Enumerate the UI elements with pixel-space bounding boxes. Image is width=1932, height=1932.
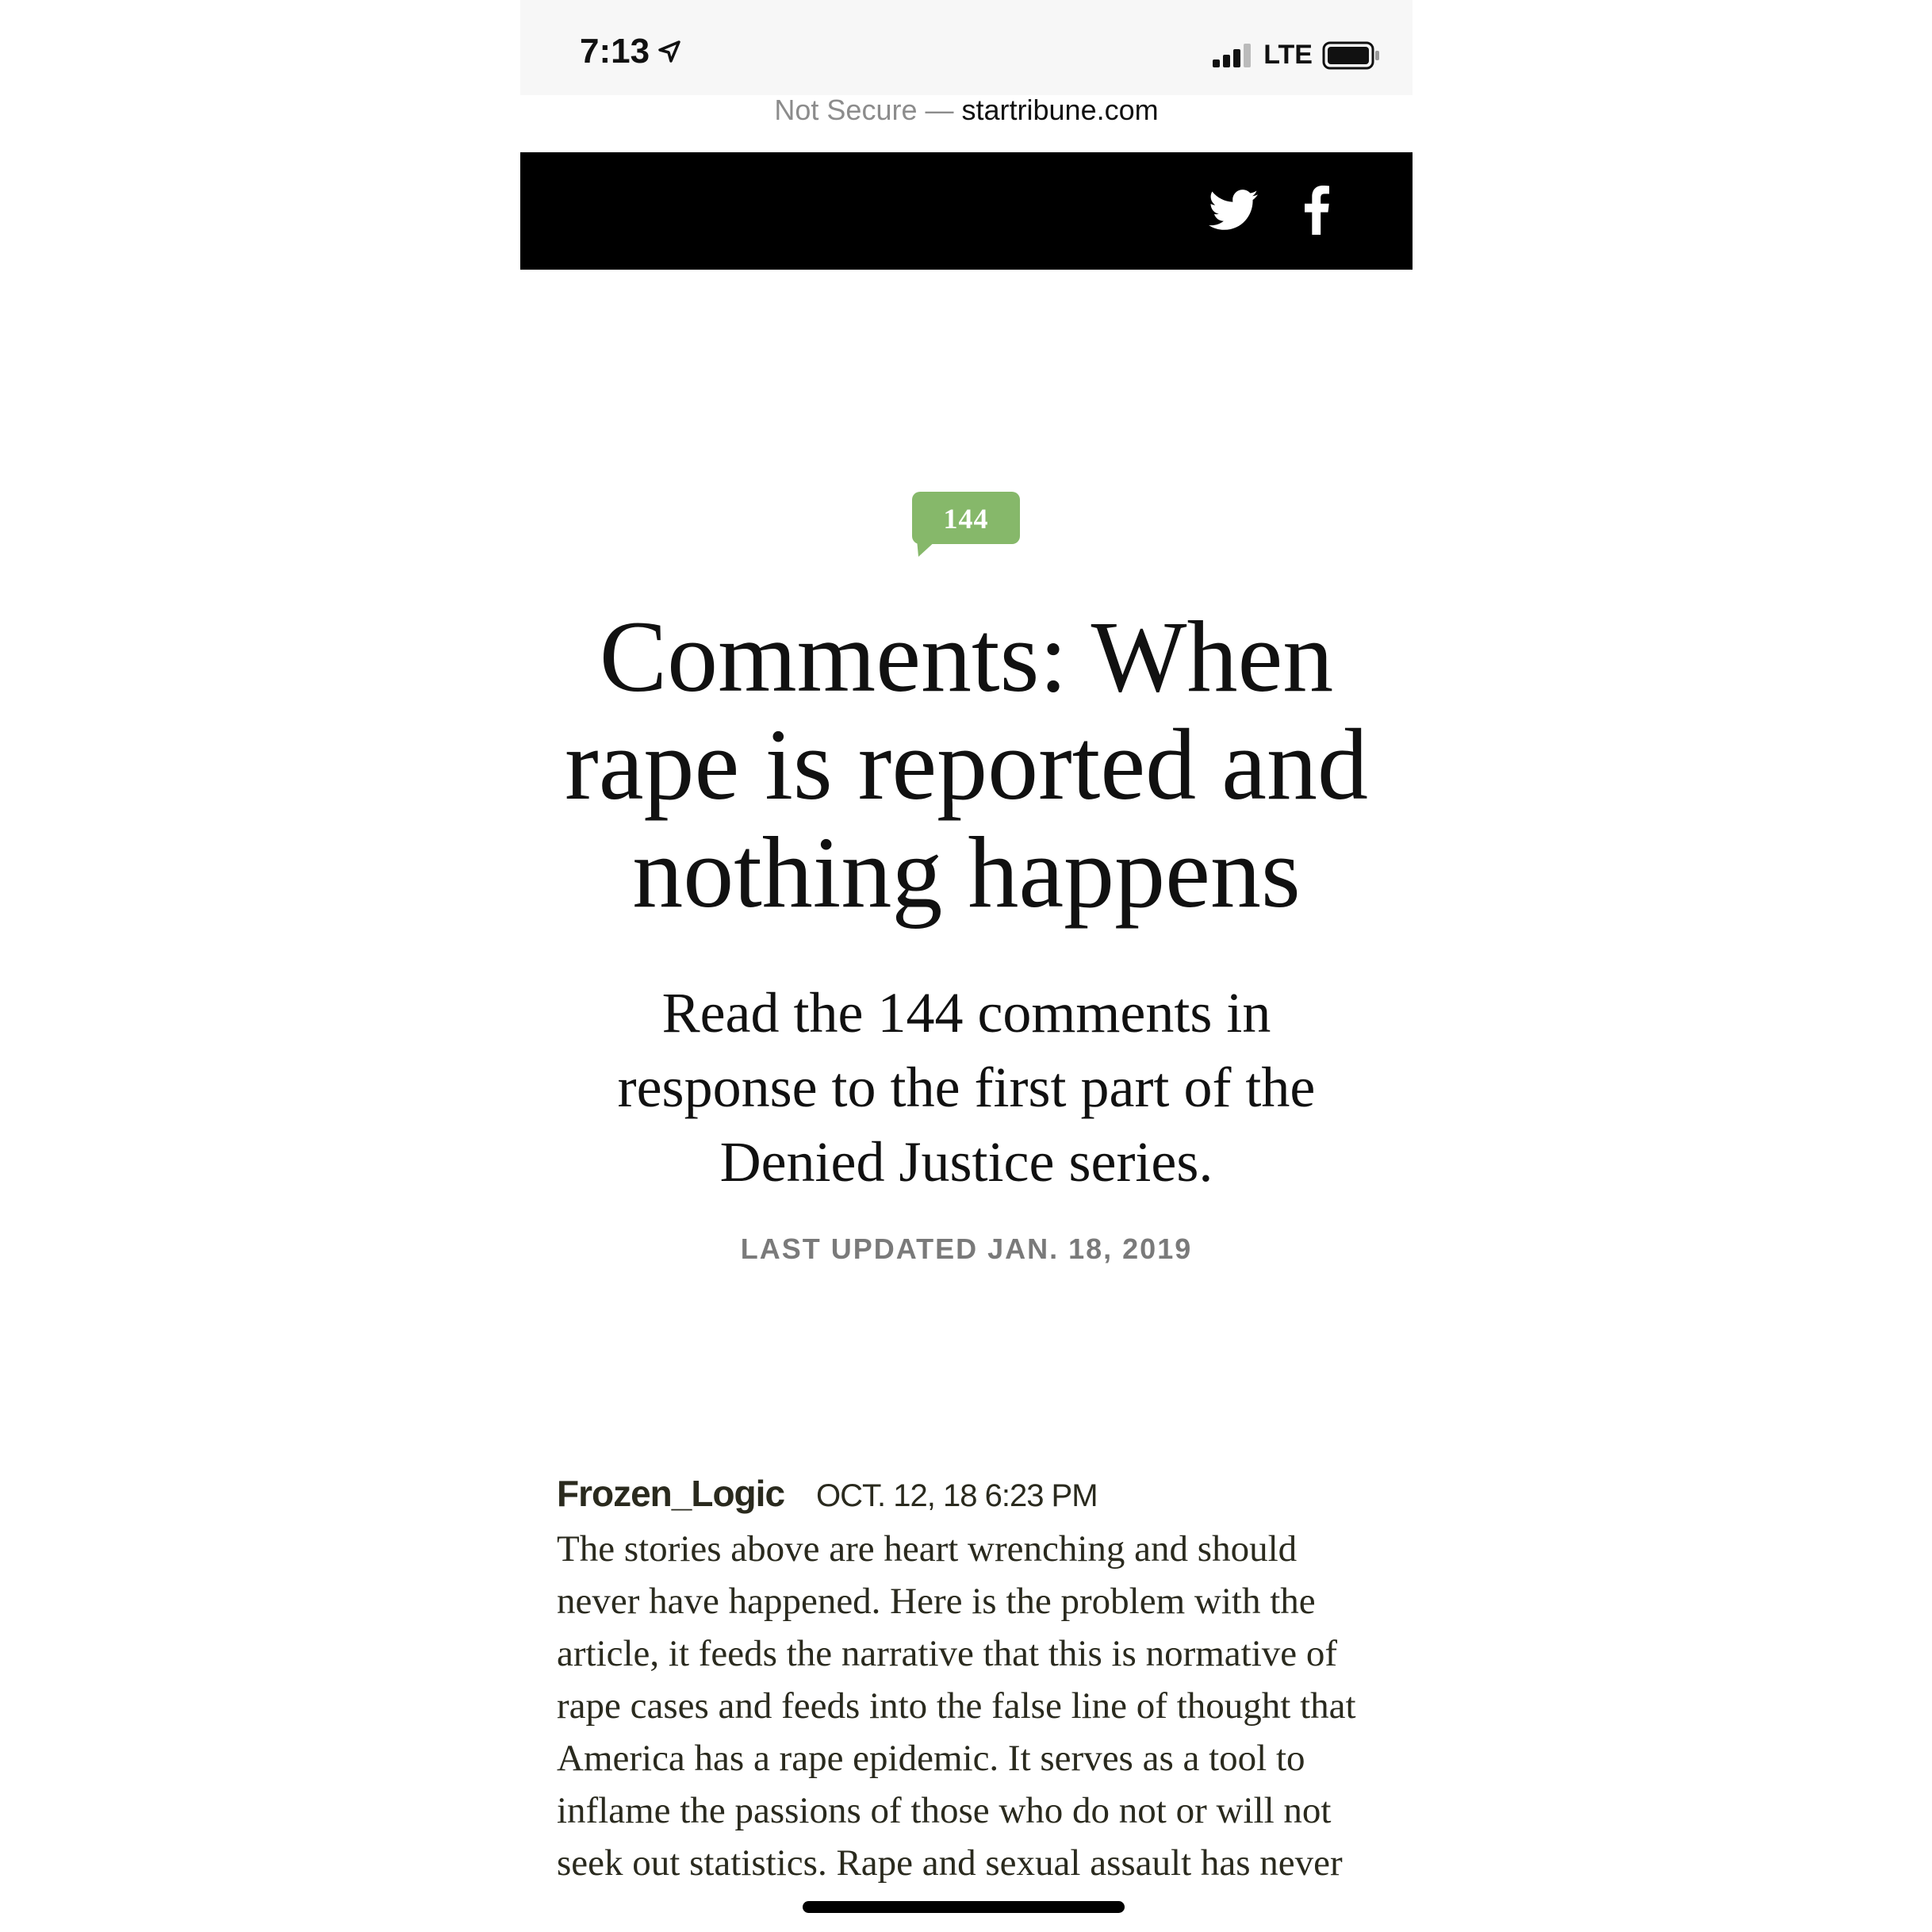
status-indicators	[1211, 40, 1381, 71]
home-indicator[interactable]	[803, 1901, 1125, 1913]
comment-body: The stories above are heart wrenching and should never have happened. Here is the problem with the article, it feeds the narrative that this is normative of rape cases and feeds into the false line of thought that America has a rape epidemic. It serves as a tool to inflame the passions of those who do not or will not seek out statistics. Rape and sexual assault has never	[557, 1528, 1356, 1884]
status-time	[580, 32, 681, 71]
network-type: LTE	[1263, 40, 1313, 70]
cellular-signal-icon	[1211, 42, 1255, 69]
comment-author[interactable]: Frozen_Logic	[557, 1473, 785, 1514]
address-bar[interactable]	[520, 94, 1413, 127]
comment-meta	[557, 1472, 1382, 1520]
comment-timestamp: OCT. 12, 18 6:23 PM	[816, 1478, 1098, 1513]
battery-icon	[1322, 41, 1381, 70]
status-bar	[520, 0, 1413, 95]
comment-count-badge[interactable]: 144	[912, 492, 1020, 544]
page-title: Comments: When rape is reported and nothing happens	[565, 600, 1368, 929]
twitter-icon[interactable]	[1209, 188, 1258, 232]
comment-item	[557, 1472, 1382, 1889]
status-time-label: 7:13	[580, 32, 650, 71]
speech-bubble-tail-icon	[915, 539, 939, 558]
last-updated: LAST UPDATED JAN. 18, 2019	[740, 1232, 1193, 1265]
site-header	[520, 152, 1413, 270]
phone-screen	[520, 0, 1413, 1932]
url-domain: startribune.com	[961, 94, 1159, 126]
not-secure-label: Not Secure —	[774, 94, 954, 126]
article-deck: Read the 144 comments in response to the first part of the Denied Justice series.	[617, 981, 1316, 1194]
facebook-icon[interactable]	[1304, 186, 1329, 235]
location-arrow-icon	[657, 40, 681, 63]
